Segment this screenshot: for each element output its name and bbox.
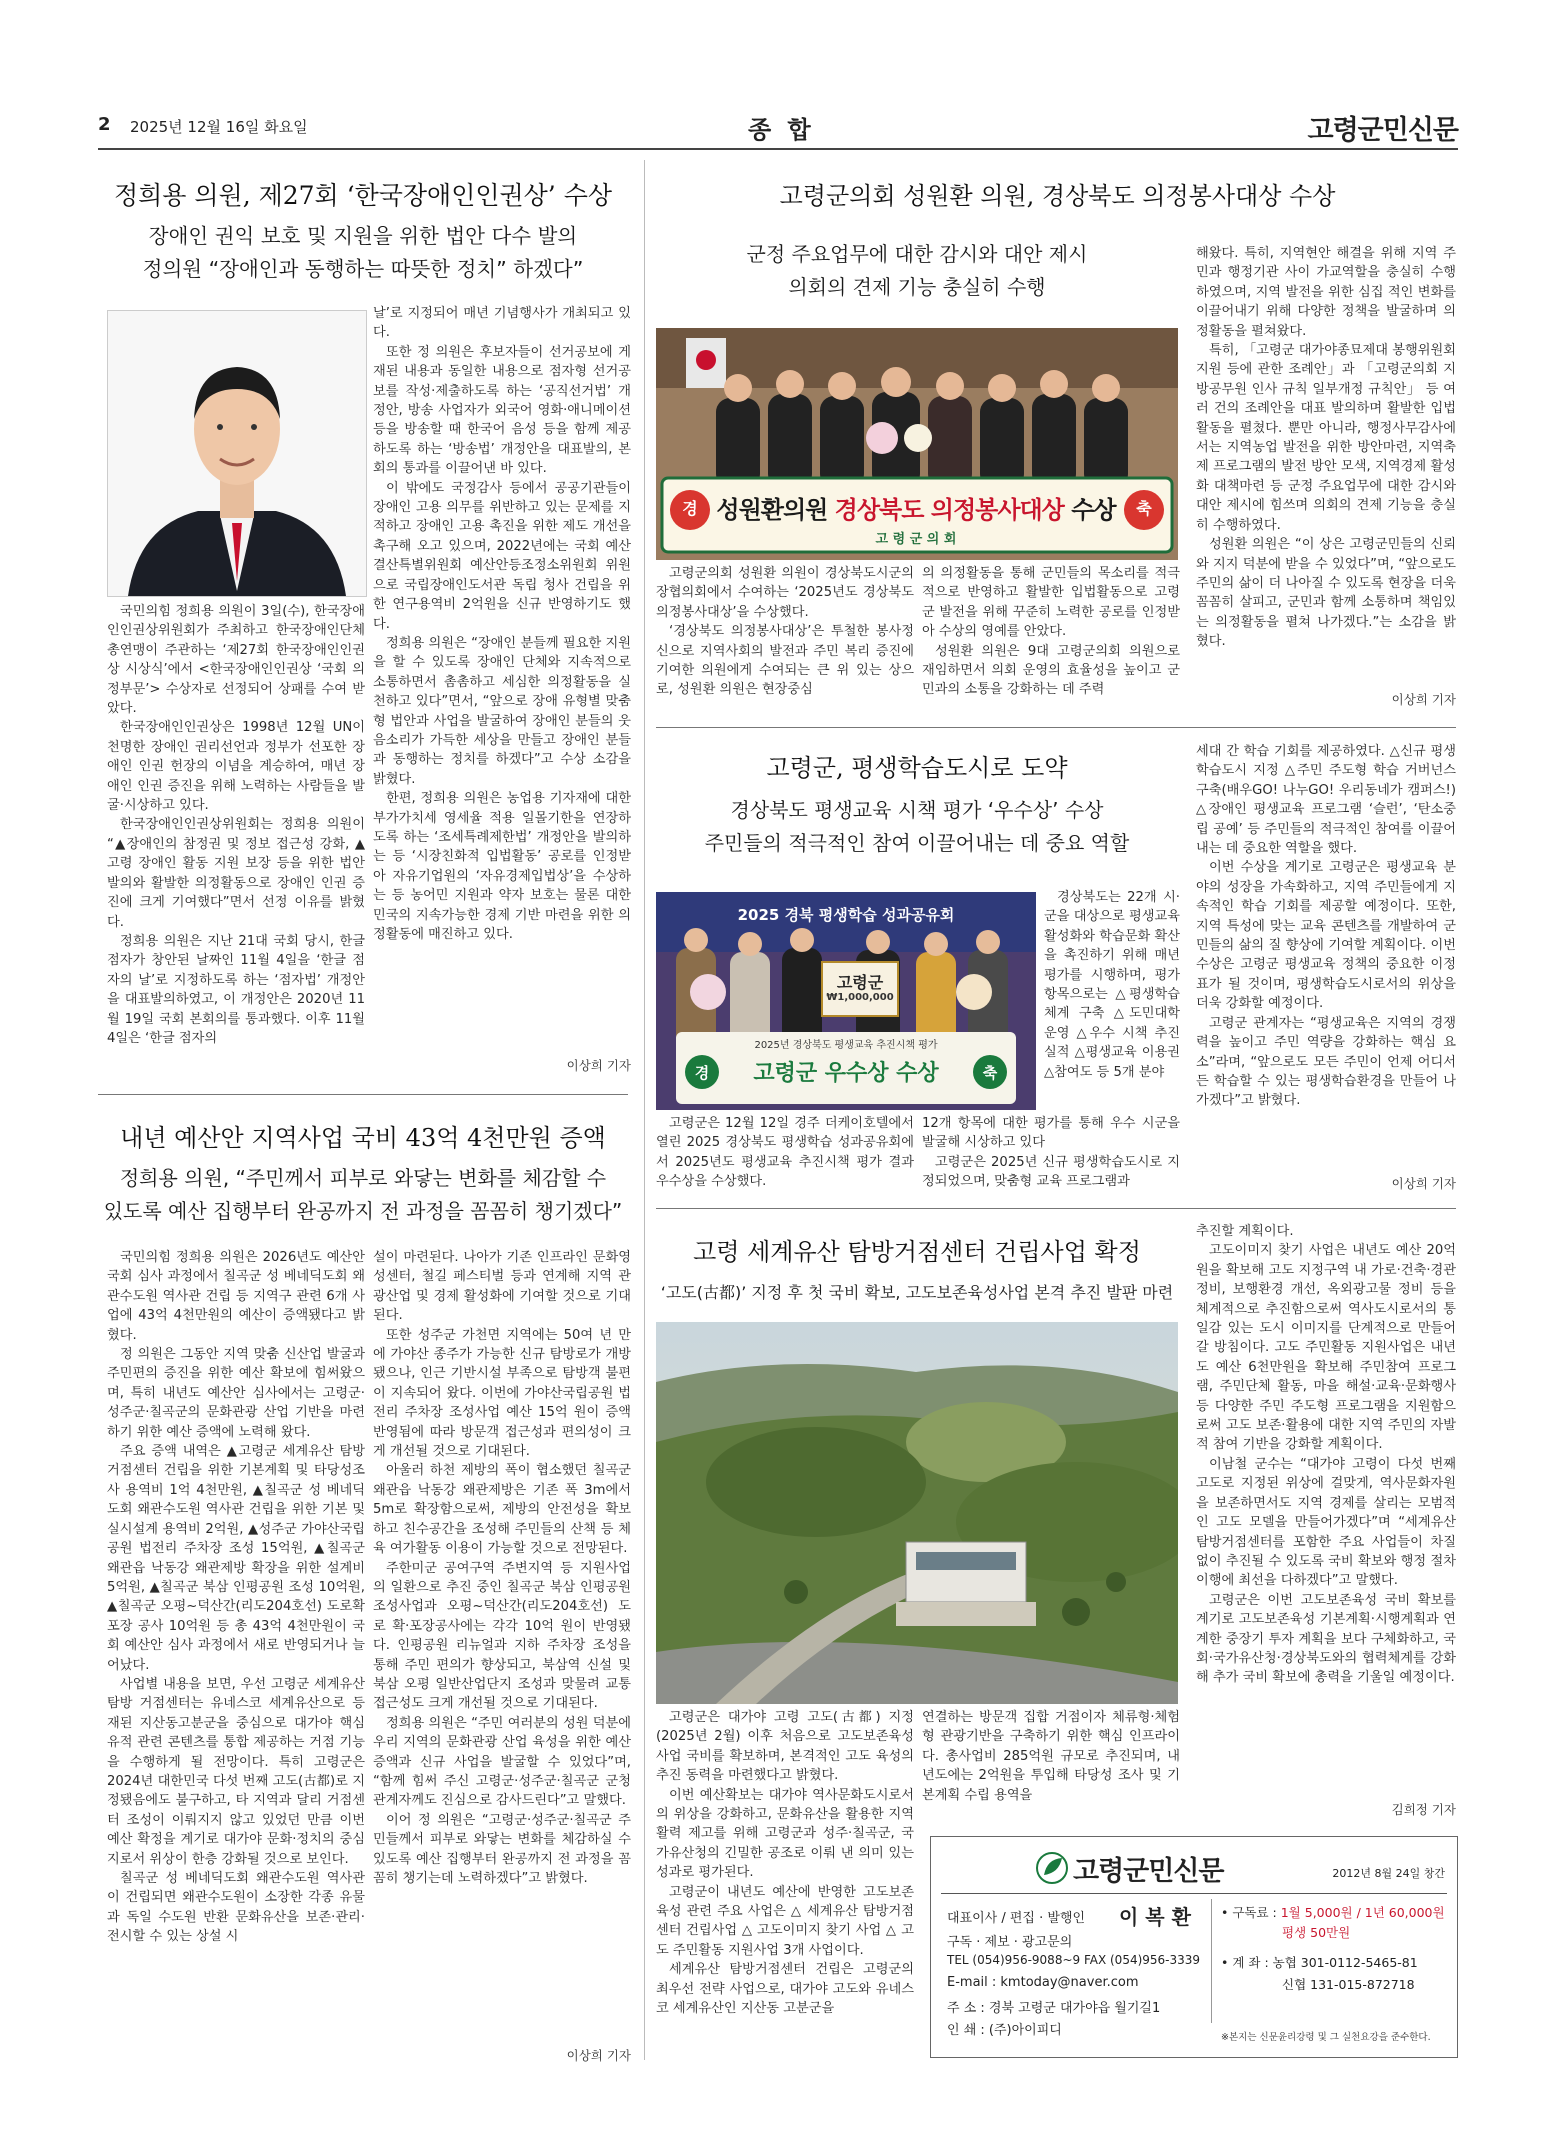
paragraph: 정희용 의원은 “주민 여러분의 성원 덕분에 우리 지역의 문화관광 산업 육성을 위한 예산 증액과 신규 사업을 발굴할 수 있었다”며, “함께 힘써 주신 고령군·성주군·칠곡군 군청 관계자께도 진심으로 감사드린다”고 말했다. (373, 1715, 631, 1809)
paragraph: 또한 성주군 가천면 지역에는 50여 년 만에 가야산 종주가 가능한 신규 탐방로가 개방됐으나, 인근 기반시설 부족으로 탐방객 불편이 지속되어 왔다. 이번에 가야산국립공원 법전리 주차장 조성사업 예산 15억 원이 증액 반영됨에 따라 방문객 접근성과 편의성이 크게 개선될 것으로 기대된다. (373, 1327, 631, 1460)
ethics-note: ※본지는 신문윤리강령 및 그 실천요강을 준수한다. (1221, 2032, 1431, 2043)
subscription-label: • 구독료 : (1221, 1905, 1281, 1920)
contact-tel: TEL (054)956-9088~9 FAX (054)956-3339 (947, 1953, 1201, 1967)
paragraph: 한국장애인인권상위원회는 정희용 의원이 “▲장애인의 참정권 및 정보 접근성 강화, ▲고령 장애인 활동 지원 보장 등을 위한 법안 발의와 활발한 의정활동으로 장애인 인권 증진에 크게 기여했다”면서 선정 이유를 밝혔다. (107, 817, 365, 930)
page-number: 2 (98, 114, 111, 135)
paragraph: 연결하는 방문객 집합 거점이자 체류형·체험형 관광기반을 구축하기 위한 핵심 인프라이다. 총사업비 285억원 규모로 추진되며, 내년도에는 2억원을 투입해 타당성 조사 및 기본계획 수립 용역을 (922, 1710, 1180, 1803)
article-3-subtitle-1: 경상북도 평생교육 시책 평가 ‘우수상’ 수상 (730, 798, 1104, 822)
photo-right-char: 축 (982, 1064, 998, 1082)
paragraph: ‘경상북도 의정봉사대상’은 투철한 봉사정신으로 지역사회의 발전과 주민 복리 증진에 기여한 의원에게 수여되는 큰 위 있는 상으로, 성원환 의원은 현장중심 (656, 624, 914, 698)
paragraph: 이남철 군수는 “대가야 고령이 다섯 번째 고도로 지정된 위상에 걸맞게, 역사문화자원을 보존하면서도 지역 경제를 살리는 모범적인 고도 모델을 만들어가겠다”며 “세계유산 탐방거점센터를 포함한 주요 사업들이 차질 없이 추진될 수 있도록 국비 확보와 행정 절차 이행에 최선을 다하겠다”고 말했다. (1196, 1456, 1456, 1589)
paragraph: 세대 간 학습 기회를 제공하였다. △신규 평생학습도시 지정 △주민 주도형 학습 거버넌스 구축(배우GO! 나누GO! 우리동네가 캠퍼스!) △장애인 평생교육 프로그램 ‘슬런’, ‘탄소중립 공예’ 등 주민들의 적극적인 참여를 이끌어내는 데 중요한 역할을 했다. (1196, 744, 1456, 857)
paragraph: 칠곡군 성 베네딕도회 왜관수도원 역사관이 건립되면 왜관수도원이 소장한 각종 유물과 독일 수도원 반환 문화유산을 보존·관리·전시할 수 있는 상설 시 (107, 1871, 365, 1945)
paragraph: 고령군이 내년도 예산에 반영한 고도보존육성 관련 주요 사업은 △ 세계유산 탐방거점센터 건립사업 △ 고도이미지 찾기 사업 △ 고도 주민활동 지원사업 3개 사업이다. (656, 1884, 914, 1958)
banner-name: 성원환의원 (716, 496, 828, 524)
article-2-subtitle-1: 군정 주요업무에 대한 감시와 대안 제시 (746, 242, 1088, 266)
photo-sign: 고령군 (836, 973, 884, 992)
article-2-col-2 (922, 564, 1180, 718)
paragraph: 이번 수상을 계기로 고령군은 평생교육 분야의 성장을 가속화하고, 지역 주민들에게 지속적인 학습 기회를 제공할 예정이다. 또한, 지역 특성에 맞는 교육 콘텐츠를 개발하여 군민들의 삶의 질 향상에 기여할 계획이다. 이번 수상은 고령군 평생교육 정책의 중요한 이정표가 될 것이며, 평생학습도시로서의 위상을 더욱 강화할 예정이다. (1196, 860, 1456, 1012)
paragraph: 경상북도는 22개 시·군을 대상으로 평생교육 활성화와 학습문화 확산을 촉진하기 위해 매년 평가를 시행하며, 평가 항목으로는 △평생학습 체계 구축 △도민대학 운영 △우수 시책 추진 실적 △평생교육 이용권 △참여도 등 5개 분야 (1044, 890, 1180, 1080)
masthead-vrule (1211, 1899, 1212, 2023)
article-5-col-2 (922, 1708, 1180, 1808)
article-2-byline: 이상희 기자 (1391, 692, 1456, 707)
banner-left-char: 경 (682, 499, 698, 518)
article-3-title: 고령군, 평생학습도시로 도약 (766, 754, 1068, 782)
portrait-photo (107, 310, 367, 597)
article-3-caption-col-1 (656, 1114, 914, 1192)
paragraph: 설이 마련된다. 나아가 기존 인프라인 문화영성센터, 철길 페스티벌 등과 연계해 지역 관광산업 및 경제 활성화에 기여할 것으로 기대된다. (373, 1250, 631, 1324)
article-5-subtitle: ‘고도(古都)’ 지정 후 첫 국비 확보, 고도보존육성사업 본격 추진 발판 마련 (660, 1283, 1174, 1302)
divider (656, 1208, 1456, 1209)
paragraph: 성원환 의원은 “이 상은 고령군민들의 신뢰와 지지 덕분에 받을 수 있었다”며, “앞으로도 주민의 삶이 더 나아질 수 있도록 현장을 더욱 꼼꼼히 살피고, 군민과 함께 소통하며 책임있는 의정활동을 펼쳐 나가겠다.”는 소감을 밝혔다. (1196, 537, 1456, 650)
paragraph: 한편, 정희용 의원은 농업용 기자재에 대한 부가가치세 영세율 적용 일몰기한을 연장하도록 하는 ‘조세특례제한법’ 개정안을 발의하는 등 ‘시장친화적 입법활동’ 공로를 인정받아 자유기업원의 ‘자유경제입법상’을 수상하는 등 농어민 지원과 약자 보호는 물론 대한민국의 지속가능한 경제 기반 마련을 위한 의정활동에 매진하고 있다. (373, 791, 631, 942)
contact-email: E-mail : kmtoday@naver.com (947, 1975, 1139, 1990)
paragraph: 추진할 계획이다. (1196, 1224, 1294, 1239)
paragraph: 한국장애인인권상은 1998년 12월 UN이 천명한 장애인 권리선언과 정부가 선포한 장애인 인권 헌장의 이념을 계승하여, 매년 장애인 인권 증진을 위해 노력하는 사람들을 발굴·시상하고 있다. (107, 720, 365, 814)
article-1-col-2 (373, 304, 631, 1038)
paragraph: 이번 예산확보는 대가야 역사문화도시로서의 위상을 강화하고, 문화유산을 활용한 지역 활력 제고를 위해 고령군과 성주·칠곡군, 국가유산청의 긴밀한 공조로 이뤄 낸 의미 있는 성과로 평가된다. (656, 1787, 914, 1881)
photo-amount: ₩1,000,000 (826, 992, 894, 1003)
banner-org: 고 령 군 의 회 (875, 532, 957, 547)
article-1-col-1 (107, 602, 365, 1080)
masthead-box (930, 1836, 1458, 2058)
article-2-col-3 (1196, 244, 1456, 692)
photo-left-char: 경 (694, 1064, 710, 1082)
heritage-center-rendering (656, 1322, 1178, 1704)
paper-name: 고령군민신문 (1307, 115, 1458, 146)
article-1-subtitle-2: 정의원 “장애인과 동행하는 따뜻한 정치” 하겠다” (142, 257, 584, 281)
subscription-value: 1월 5,000원 / 1년 60,000원 (1280, 1905, 1445, 1920)
photo-banner: 고령군 우수상 수상 (753, 1061, 939, 1086)
council-award-photo (656, 328, 1178, 560)
paragraph: 이 밖에도 국정감사 등에서 공공기관들이 장애인 고용 의무를 위반하고 있는 문제를 지적하고 장애인 고용 촉진을 위한 제도 개선을 촉구해 오고 있으며, 2022년에는 국회 예산결산특별위원회 예산안등조정소위원회 위원으로 국립장애인도서관 독립 청사 건립을 위한 연구용역비 2억원을 신규 반영하기도 했다. (373, 480, 631, 632)
article-4-col-1 (107, 1248, 365, 2066)
paragraph: 성원환 의원은 9대 고령군의회 의원으로 재임하면서 의회 운영의 효율성을 높이고 군민과의 소통을 강화하는 데 주력 (922, 643, 1180, 698)
column-divider (644, 160, 645, 2060)
contact-address: 주 소 : 경북 고령군 대가야읍 월기길1 (947, 2001, 1161, 2016)
paragraph: 아울러 하천 제방의 폭이 협소했던 칠곡군 왜관읍 낙동강 왜관제방은 기존 폭 3m에서 5m로 확장함으로써, 제방의 안전성을 확보하고 친수공간을 조성해 주민들의 산책 등 체육 여가활동 이용이 가능할 것으로 전망된다. (373, 1463, 631, 1557)
issue-date: 2025년 12월 16일 화요일 (130, 118, 308, 136)
subscription-fee (1221, 1903, 1445, 1921)
aerial-rendering-illustration (656, 1322, 1178, 1704)
paragraph: 고도이미지 찾기 사업은 내년도 예산 20억원을 확보해 고도 지정구역 내 가로·건축·경관 정비, 보행환경 개선, 옥외광고물 정비 등을 체계적으로 추진함으로써 역사도시로서의 통일감 있는 도시 이미지를 단계적으로 만들어갈 방침이다. 고도 주민활동 지원사업은 내년도 예산 6천만원을 확보해 주민참여 프로그램, 주민단체 활동, 마을 해설·교육·문화행사 등 다양한 주민 주도형 프로그램을 지원함으로써 고도 보존·활용에 대한 지역 주민의 자발적 참여 기반을 강화할 계획이다. (1196, 1243, 1456, 1453)
publisher-label: 대표이사 / 편집 · 발행인 (947, 1911, 1086, 1926)
article-1-byline: 이상희 기자 (566, 1058, 631, 1073)
paragraph: 고령군은 12월 12일 경주 더케이호텔에서 열린 2025 경상북도 평생학습 성과공유회에서 2025년도 평생교육 추진시책 평가 결과 우수상을 수상했다. (656, 1116, 914, 1190)
paragraph: 정희용 의원은 지난 21대 국회 당시, 한글 점자가 창안된 날짜인 11월 4일을 ‘한글 점자의 날’로 지정하도록 하는 ‘점자법’ 개정안을 대표발의하였고, 이 개정안은 2020년 11월 19일 국회 본회의를 통과했다. 이후 11월 4일은 ‘한글 점자의 (107, 933, 365, 1046)
paragraph: 국민의힘 정희용 의원은 2026년도 예산안 국회 심사 과정에서 칠곡군 성 베네딕도회 왜관수도원 역사관 건립 등 지역구 관련 6개 사업에 43억 4천만원의 예산이 증액됐다고 밝혔다. (107, 1250, 365, 1343)
paragraph: 이어 정 의원은 “고령군·성주군·칠곡군 주민들께서 피부로 와닿는 변화를 체감하실 수 있도록 예산 집행부터 완공까지 전 과정을 꼼꼼히 챙기는데 노력하겠다”고 밝혔다. (373, 1812, 631, 1886)
article-2-title: 고령군의회 성원환 의원, 경상북도 의정봉사대상 수상 (779, 182, 1336, 210)
paragraph: 정 의원은 그동안 지역 맞춤 신산업 발굴과 주민편의 증진을 위한 예산 확보에 힘써왔으며, 특히 내년도 예산안 심사에서는 고령군·성주군·칠곡군의 문화관광 산업 기반을 마련하기 위한 예산 증액에 노력해 왔다. (107, 1347, 365, 1440)
masthead-rule (941, 1893, 1447, 1894)
article-4-subtitle-1: 정희용 의원, “주민께서 피부로 와닿는 변화를 체감할 수 (119, 1166, 607, 1190)
article-3-caption-col-2 (922, 1114, 1180, 1192)
divider (656, 727, 1456, 728)
paragraph: 고령군은 대가야 고령 고도(古都) 지정(2025년 2월) 이후 처음으로 고도보존육성사업 국비를 확보하며, 본격적인 고도 육성의 추진 동력을 마련했다고 밝혔다. (656, 1710, 914, 1784)
paragraph: 고령군 관계자는 “평생교육은 지역의 경쟁력을 높이고 주민 역량을 강화하는 핵심 요소”라며, “앞으로도 모든 주민이 언제 어디서든 학습할 수 있는 평생학습환경을 만들어 나가겠다”고 밝혔다. (1196, 1015, 1456, 1109)
paragraph: 고령군은 이번 고도보존육성 국비 확보를 계기로 고도보존육성 기본계획·시행계획과 연계한 중장기 투자 계획을 보다 구체화하고, 국회·국가유산청·경상북도와의 협력체계를 강화해 추가 국비 확보에 총력을 기울일 예정이다. (1196, 1592, 1456, 1686)
paragraph: 사업별 내용을 보면, 우선 고령군 세계유산 탐방 거점센터는 유네스코 세계유산으로 등재된 지산동고분군을 중심으로 대가야 핵심 유적 관련 콘텐츠를 통합 제공하는 거점 기능을 수행하게 될 전망이다. 특히 고령군은 2024년 대한민국 다섯 번째 고도(古都)로 지정됐음에도 불구하고, 타 지역과 달리 거점센터 조성이 이뤄지지 않고 있었던 만큼 이번 예산 확정을 계기로 대가야 문화·정치의 중심지로서 위상이 한층 강화될 것으로 보인다. (107, 1676, 365, 1867)
article-1-title: 정희용 의원, 제27회 ‘한국장애인인권상’ 수상 (114, 181, 612, 210)
publisher-name: 이 복 환 (1119, 1905, 1191, 1929)
account-1 (1221, 1953, 1418, 1971)
account-2: 신협 131-015-872718 (1282, 1977, 1415, 1992)
banner-award: 경상북도 의정봉사대상 (834, 496, 1064, 524)
photo-back-banner: 2025 경북 평생학습 성과공유회 (737, 906, 955, 924)
article-5-col-3 (1196, 1222, 1456, 1796)
photo-banner-top: 2025년 경상북도 평생교육 추진시책 평가 (754, 1040, 938, 1051)
banner-text (716, 490, 1116, 525)
masthead-logo: 고령군민신문 (1073, 1856, 1224, 1887)
paragraph: 주요 증액 내역은 ▲고령군 세계유산 탐방거점센터 건립을 위한 기본계획 및 타당성조사 용역비 1억 4천만원, ▲칠곡군 성 베네딕도회 왜관수도원 역사관 건립을 위한 기본 및 실시설계 용역비 2억원, ▲성주군 가야산국립공원 법전리 주차장 조성 15억원, ▲칠곡군 왜관읍 낙동강 왜관제방 확장을 위한 설계비 5억원, ▲칠곡군 북삼 인평공원 조성 10억원, ▲칠곡군 오평~덕산간(리도204호선) 도로확포장 공사 10억원 등 총 43억 4천만원이 국회 예산안 심사 과정에서 새로 반영되거나 늘어났다. (107, 1444, 365, 1673)
article-4-subtitle-2: 있도록 예산 집행부터 완공까지 전 과정을 꼼꼼히 챙기겠다” (103, 1199, 623, 1223)
article-1-subtitle-1: 장애인 권익 보호 및 지원을 위한 법안 다수 발의 (148, 224, 578, 248)
paragraph: 국민의힘 정희용 의원이 3일(수), 한국장애인인권상위원회가 주최하고 한국장애인단체총연맹이 주관하는 ‘제27회 한국장애인인권상 시상식’에서 <한국장애인인권상 ‘국회 의정부문’> 수상자로 선정되어 상패를 수여 받았다. (107, 604, 365, 717)
masthead-founded: 2012년 8월 24일 창간 (1332, 1867, 1445, 1880)
paragraph: 고령군은 2025년 신규 평생학습도시로 지정되었으며, 맞춤형 교육 프로그램과 (922, 1154, 1180, 1190)
contact-dept: 구독 · 제보 · 광고문의 (947, 1935, 1073, 1950)
article-3-col-3 (1196, 742, 1456, 1170)
page-header (98, 104, 1458, 150)
banner-tail: 수상 (1071, 496, 1116, 524)
leaf-logo-icon (1035, 1851, 1069, 1885)
paragraph: 특히, 「고령군 대가야종묘제대 봉행위원회 지원 등에 관한 조례안」과 「고령군의회 지방공무원 인사 규칙 일부개정 규칙안」 등 여러 건의 조례안을 대표 발의하며 활발한 입법 활동을 펼쳤다. 뿐만 아니라, 행정사무감사에서는 지역농업 발전을 위한 방안마련, 지역축제 프로그램의 발전 방안 모색, 지역경제 활성화 대책마련 등 군정 주요업무에 대한 감시와 대안 제시에 힘쓰며 의회의 견제 기능을 충실히 수행하였다. (1196, 343, 1456, 533)
account-value-1: 농협 301-0112-5465-81 (1272, 1955, 1418, 1970)
article-3-byline: 이상희 기자 (1391, 1176, 1456, 1191)
article-2-col-1 (656, 564, 914, 718)
paragraph: 해왔다. 특히, 지역현안 해결을 위해 지역 주민과 행정기관 사이 가교역할을 충실히 수행하였으며, 지역 발전을 위한 심집 적인 변화를 이끌어내기 위해 다양한 정책을 발굴하며 의정활동을 펼쳐왔다. (1196, 246, 1456, 339)
paragraph: 정희용 의원은 “장애인 분들께 필요한 지원을 할 수 있도록 장애인 단체와 지속적으로 소통하면서 촘촘하고 세심한 의정활동을 실천하고 있다”면서, “앞으로 장애 유형별 맞춤형 법안과 사업을 발굴하여 장애인 분들의 웃음소리가 가득한 세상을 만들고 장애인 분들과 동행하는 정치를 하겠다”고 수상 소감을 밝혔다. (373, 635, 631, 787)
article-2-subtitle-2: 의회의 견제 기능 충실히 수행 (788, 275, 1046, 299)
portrait-illustration (108, 311, 366, 596)
article-4-col-2 (373, 1248, 631, 2028)
paragraph: 의 의정활동을 통해 군민들의 목소리를 적극적으로 반영하고 활발한 입법활동으로 고령군 발전을 위해 꾸준히 노력한 공로를 인정받아 수상의 영예를 안았다. (922, 566, 1180, 640)
paragraph: 고령군의회 성원환 의원이 경상북도시군의장협의회에서 수여하는 ‘2025년도 경상북도 의정봉사대상’을 수상했다. (656, 566, 914, 620)
paragraph: 세계유산 탐방거점센터 건립은 고령군의 최우선 전략 사업으로, 대가야 고도와 유네스코 세계유산인 지산동 고분군을 (656, 1962, 914, 2017)
article-4-title: 내년 예산안 지역사업 국비 43억 4천만원 증액 (120, 1124, 606, 1152)
account-label: • 계 좌 : (1221, 1955, 1273, 1970)
article-3-col-right-photo (1044, 888, 1180, 1114)
education-award-photo (656, 892, 1036, 1110)
paragraph: 주한미군 공여구역 주변지역 등 지원사업의 일환으로 추진 중인 칠곡군 북삼 인평공원 조성사업과 오평~덕산간(리도204호선) 도로 확·포장공사에는 각각 10억 원이 반영됐다. 인평공원 리뉴얼과 지하 주차장 조성을 통해 주민 편의가 향상되고, 북삼역 신설 및 북삼 오평 일반산업단지 조성과 맞물려 교통 접근성도 크게 개선될 것으로 기대된다. (373, 1560, 631, 1712)
council-group-illustration (656, 328, 1178, 560)
paragraph: 12개 항목에 대한 평가를 통해 우수 시군을 발굴해 시상하고 있다 (922, 1116, 1180, 1151)
paragraph: 날’로 지정되어 매년 기념행사가 개최되고 있다. (373, 306, 631, 341)
banner-right-char: 축 (1136, 499, 1152, 518)
article-5-byline: 김희정 기자 (1391, 1802, 1456, 1817)
article-5-col-1 (656, 1708, 914, 2048)
section-name: 종 합 (748, 116, 815, 144)
article-4-byline: 이상희 기자 (566, 2048, 631, 2063)
divider (98, 1094, 628, 1095)
article-3-subtitle-2: 주민들의 적극적인 참여 이끌어내는 데 중요 역할 (704, 831, 1130, 855)
subscription-lifetime: 평생 50만원 (1282, 1925, 1351, 1940)
contact-print: 인 쇄 : (주)아이피디 (947, 2023, 1062, 2038)
article-5-title: 고령 세계유산 탐방거점센터 건립사업 확정 (693, 1238, 1141, 1266)
paragraph: 또한 정 의원은 후보자들이 선거공보에 게재된 내용과 동일한 내용으로 점자형 선거공보를 작성·제출하도록 하는 ‘공직선거법’ 개정안, 방송 사업자가 외국어 영화·애니메이션 등을 방송할 때 한국어 음성 등을 함께 제공하도록 하는 ‘방송법’ 개정안을 대표발의, 본회의 통과를 이끌어낸 바 있다. (373, 344, 631, 477)
